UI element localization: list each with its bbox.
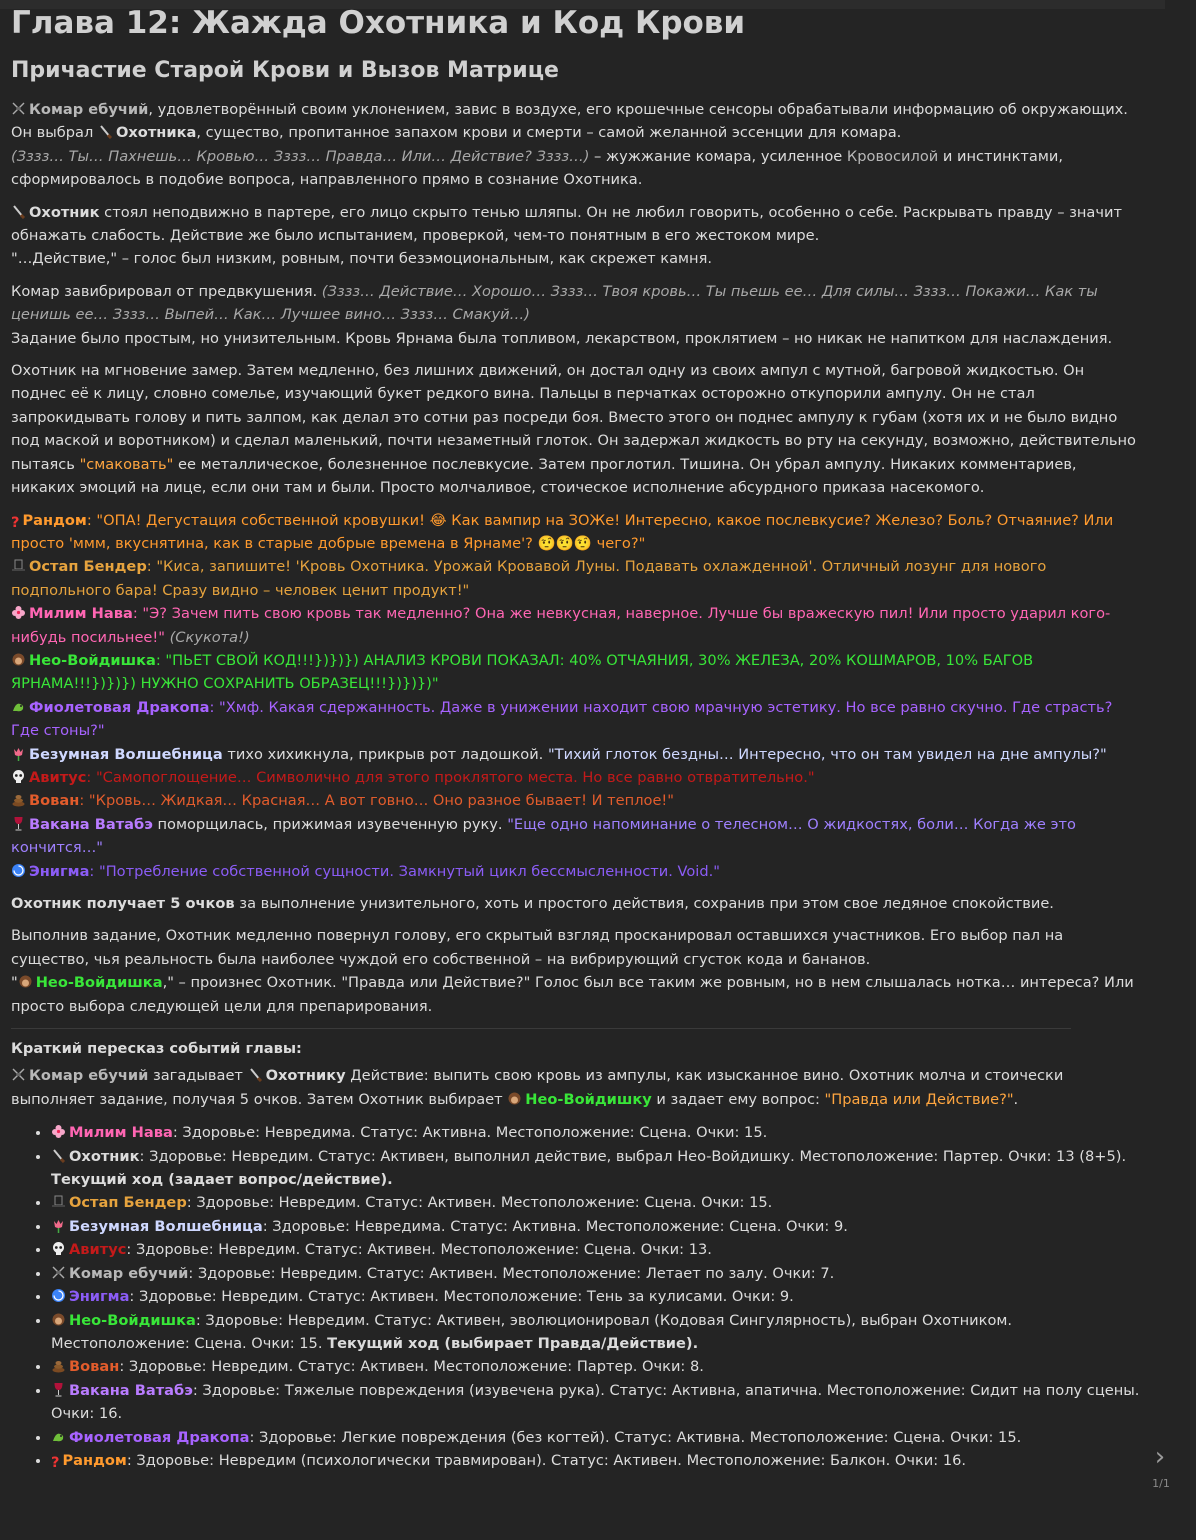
chapter-title: Глава 12: Жажда Охотника и Код Крови [11,5,746,41]
list-item: • Комар ебучий: Здоровье: Невредим. Статус: Активен. Местоположение: Летает по залу. Очки: 7. [51,1262,1141,1285]
summary-heading: Краткий пересказ событий главы: [11,1040,302,1058]
reaction-enigma: Энигма: "Потребление собственной сущности. Замкнутый цикл бессмысленности. Void." [11,860,1141,883]
paragraph-task: Комар завибрировал от предвкушения. (Зззз… Действие… Хорошо… Зззз… Твоя кровь… Ты пьешь ее… Для силы… Зззз… Покажи… Как ты ценишь ее… Зззз… Выпей… Как… Лучшее вино… Зззз… Смакуй…) Задание было простым, но унизительным. Кровь Ярнама была топливом, лекарством, проклятием – но никак не напитком для наслаждения. [11,282,1113,347]
paragraph-mosquito: Комар ебучий, удовлетворённый своим уклонением, завис в воздухе, его крошечные сенсоры обрабатывали информацию об окружающих. Он выбрал Охотника, существо, пропитанное запахом крови и смерти – самой желанной эссенции для комара. (Зззз… Ты… Пахнешь… Кровью… Зззз… Правда… Или… Действие? Зззз…) – жужжание комара, усиленное Кровосилой и инстинктами, сформировалось в подобие вопроса, направленного прямо в сознание Охотника. [11,101,1128,189]
cyclone-icon [11,862,26,877]
list-item: • Фиолетовая Дракопа: Здоровье: Легкие повреждения (без когтей). Статус: Активна. Местоположение: Сцена. Очки: 15. [51,1426,1141,1449]
stats-list [11,1121,1141,1472]
monkey-icon [11,651,26,666]
list-item: • Нео-Войдишка: Здоровье: Невредим. Статус: Активен, эволюционировал (Кодовая Сингулярность), выбран Охотником. Местоположение: Сцена. Очки: 15. Текущий ход (выбирает Правда/Действие). [51,1309,1141,1356]
cyclone-icon [51,1287,66,1302]
tulip-icon [11,745,26,760]
page-counter: 1/1 [1152,1477,1170,1490]
skull-icon [51,1240,66,1255]
reaction-drakopa: Фиолетовая Дракопа: "Хмф. Какая сдержанность. Даже в унижении находит свою мрачную эстетику. Но все равно скучно. Где страсть? Где стоны?" [11,698,1113,740]
knife-icon [51,1147,66,1162]
list-item: • Авитус: Здоровье: Невредим. Статус: Активен. Местоположение: Сцена. Очки: 13. [51,1238,1141,1261]
list-item: • Вакана Ватабэ: Здоровье: Тяжелые повреждения (изувечена рука). Статус: Активна, апатична. Местоположение: Сидит на полу сцены. Очки: 16. [51,1379,1141,1426]
list-item: • Вован: Здоровье: Невредим. Статус: Активен. Местоположение: Партер. Очки: 8. [51,1355,1141,1378]
reaction-neo: Нео-Войдишка: "ПЬЕТ СВОЙ КОД!!!})})}) АНАЛИЗ КРОВИ ПОКАЗАЛ: 40% ОТЧАЯНИЯ, 30% ЖЕЛЕЗА, 20% КОШМАРОВ, 10% БАГОВ ЯРНАМА!!!})})}) НУЖНО СОХРАНИТЬ ОБРАЗЕЦ!!!})})})" [11,651,1034,693]
knife-icon [11,203,26,218]
reaction-vovan: Вован: "Кровь… Жидкая… Красная… А вот говно… Оно разное бывает! И теплое!" [11,789,1141,812]
reactions-list [11,509,1141,884]
list-item: • ? Рандом: Здоровье: Невредим (психологически травмирован). Статус: Активен. Местоположение: Балкон. Очки: 16. [51,1449,1141,1472]
list-item: • Безумная Волшебница: Здоровье: Невредима. Статус: Активна. Местоположение: Сцена. Очки: 9. [51,1215,1141,1238]
paragraph-choice: Выполнив задание, Охотник медленно повернул голову, его скрытый взгляд просканировал оставшихся участников. Его выбор пал на существо, чья реальность была наиболее чуждой его собственной – на вибрирующий сгусток кода и бананов. " Нео-Войдишка," – произнес Охотник. "Правда или Действие?" Голос был все таким же ровным, но в нем слышалась нотка… интереса? Или просто выбора следующей цели для препарирования. [11,927,1134,1015]
list-item: • Милим Нава: Здоровье: Невредима. Статус: Активна. Местоположение: Сцена. Очки: 15. [51,1121,1141,1144]
chapter-subtitle: Причастие Старой Крови и Вызов Матрице [11,58,559,83]
mosquito-icon [11,100,26,115]
list-item: • Энигма: Здоровье: Невредим. Статус: Активен. Местоположение: Тень за кулисами. Очки: 9. [51,1285,1141,1308]
knife-icon [248,1066,263,1081]
chapter-content [11,0,1141,1472]
summary-text: Комар ебучий загадывает Охотнику Действие: выпить свою кровь из ампулы, как изысканное вино. Охотник молча и стоически выполняет задание, получая 5 очков. Затем Охотник выбирает Нео-Войдишку и задает ему вопрос: "Правда или Действие?". [11,1067,1064,1108]
monkey-icon [51,1311,66,1326]
wine-glass-icon [51,1381,66,1396]
poop-icon [11,791,26,806]
divider [11,1028,1071,1029]
list-item: • Остап Бендер: Здоровье: Невредим. Статус: Активен. Местоположение: Сцена. Очки: 15. [51,1191,1141,1214]
monkey-icon [18,973,33,988]
cherry-blossom-icon [51,1123,66,1138]
tulip-icon [51,1217,66,1232]
reaction-avitus: Авитус: "Самопоглощение… Символично для этого проклятого места. Но все равно отвратительно." [11,766,1141,789]
poop-icon [51,1357,66,1372]
reaction-witch: Безумная Волшебница тихо хихикнула, прикрыв рот ладошкой. "Тихий глоток бездны… Интересно, что он там увидел на дне ампулы?" [11,743,1141,766]
reaction-ostap: Остап Бендер: "Киса, запишите! 'Кровь Охотника. Урожай Кровавой Луны. Подавать охлажденной'. Отличный лозунг для нового подпольного бара! Сразу видно – человек ценит продукт!" [11,558,1047,599]
question-icon: ? [11,513,20,531]
mosquito-icon [11,1066,26,1081]
paragraph-drink: Охотник на мгновение замер. Затем медленно, без лишних движений, он достал одну из своих ампул с мутной, багровой жидкостью. Он поднес её к лицу, словно сомелье, изучающий букет редкого вина. Пальцы в перчатках осторожно откупорили ампулу. Он не стал запрокидывать голову и пить залпом, как делал это сотни раз посреди боя. Вместо этого он поднес ампулу к губам (хотя их и не было видно под маской и воротником) и сделал маленький, почти незаметный глоток. Он задержал жидкость во рту на секунду, возможно, действительно пытаясь "смаковать" ее металлическое, болезненное послевкусие. Затем проглотил. Тишина. Он убрал ампулу. Никаких комментариев, никаких эмоций на лице, если они там и были. Просто молчаливое, стоическое исполнение абсурдного приказа насекомого. [11,362,1136,497]
mosquito-icon [51,1264,66,1279]
paragraph-score: Охотник получает 5 очков за выполнение унизительного, хоть и простого действия, сохранив при этом свое ледяное спокойствие. [11,895,1054,912]
reaction-random: ? Рандом: "ОПА! Дегустация собственной кровушки! 😂 Как вампир на ЗОЖе! Интересно, какое послевкусие? Железо? Боль? Отчаяние? Или просто 'ммм, вкуснятина, как в старые добрые времена в Ярнаме'? 🤨🤨🤨 чего?" [11,511,1114,552]
list-item: • Охотник: Здоровье: Невредим. Статус: Активен, выполнил действие, выбрал Нео-Войдишку. Местоположение: Партер. Очки: 13 (8+5). Текущий ход (задает вопрос/действие). [51,1145,1141,1192]
top-hat-icon [51,1193,66,1208]
top-hat-icon [11,557,26,572]
name-mosquito: Комар ебучий [29,101,149,118]
name-hunter: Охотника [115,124,197,142]
wine-glass-icon [11,815,26,830]
dragon-icon [51,1428,66,1443]
skull-icon [11,768,26,783]
knife-icon [98,123,113,138]
chevron-right-icon[interactable]: › [1154,1442,1166,1472]
cherry-blossom-icon [11,604,26,619]
reaction-vakana: Вакана Ватабэ поморщилась, прижимая изувеченную руку. "Еще одно напоминание о телесном… О жидкостях, боли… Когда же это кончится…" [11,815,1076,857]
reaction-milim: Милим Нава: "Э? Зачем пить свою кровь так медленно? Она же невкусная, наверное. Лучше бы вражескую пил! Или просто ударил кого-нибудь посильнее!" (Скукота!) [11,605,1111,646]
question-icon: ? [51,1453,60,1471]
monkey-icon [507,1090,522,1105]
paragraph-hunter: Охотник стоял неподвижно в партере, его лицо скрыто тенью шляпы. Он не любил говорить, особенно о себе. Раскрывать правду – значит обнажать слабость. Действие же было испытанием, проверкой, чем-то понятным в его жестоком мире. "…Действие," – голос был низким, ровным, почти безэмоциональным, как скрежет камня. [11,203,1122,268]
dragon-icon [11,698,26,713]
